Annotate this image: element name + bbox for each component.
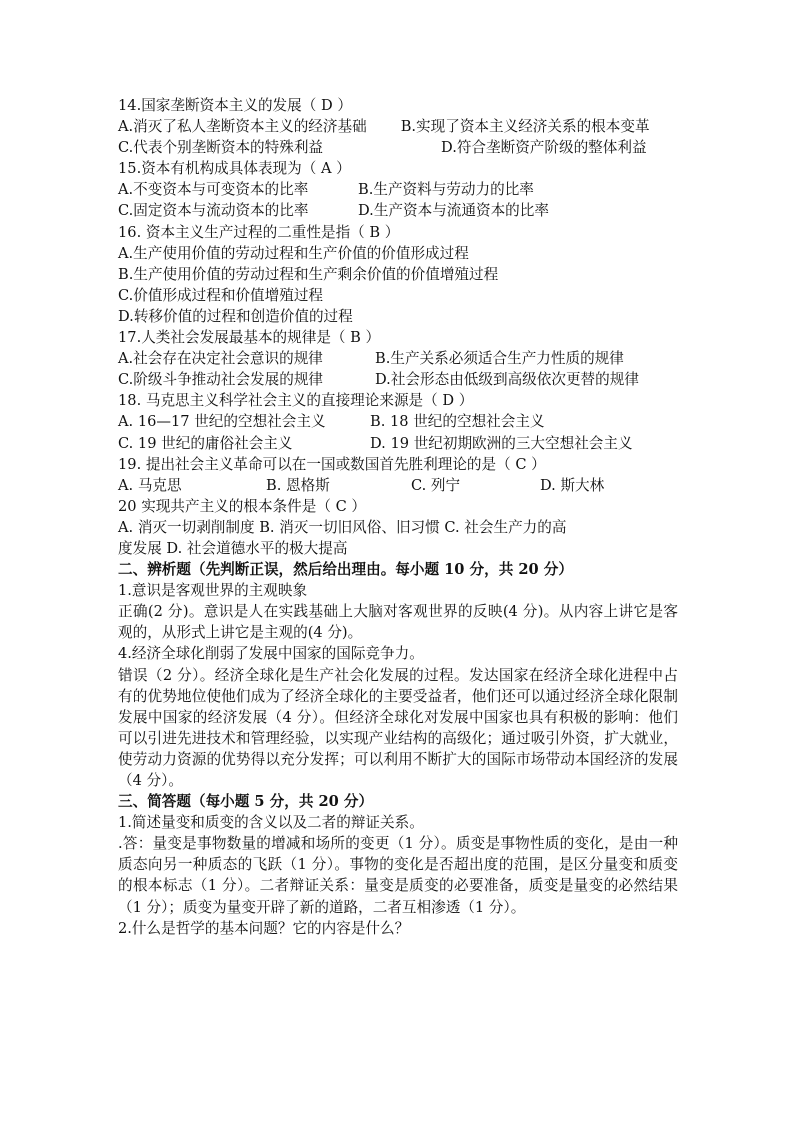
question-19-stem: 19. 提出社会主义革命可以在一国或数国首先胜利理论的是（ C ） (118, 455, 546, 473)
q15-option-c: C.固定资本与流动资本的比率 (118, 202, 309, 220)
section-2-item-4-question: 4.经济全球化削弱了发展中国家的国际竞争力。 (118, 645, 424, 663)
section-3-item-1-question: 1.简述量变和质变的含义以及二者的辩证关系。 (118, 814, 424, 832)
q16-option-d: D.转移价值的过程和创造价值的过程 (118, 307, 353, 325)
q17-option-d: D.社会形态由低级到高级依次更替的规律 (375, 371, 639, 389)
q18-option-b: B. 18 世纪的空想社会主义 (370, 413, 545, 431)
document-page (118, 95, 678, 939)
q18-option-c: C. 19 世纪的庸俗社会主义 (118, 434, 293, 452)
section-2-item-4-answer: 错误（2 分）。经济全球化是生产社会化发展的过程。发达国家在经济全球化进程中占有的优势地位使他们成为了经济全球化的主要受益者，他们还可以通过经济全球化限制发展中国家的经济发展（4 分）。但经济全球化对发展中国家也具有积极的影响：他们可以引进先进技术和管理经验，以实现产业结构的高级化；通过吸引外资，扩大就业，使劳动力资源的优势得以充分发挥；可以利用不断扩大的国际市场带动本国经济的发展（4 分）。 (118, 666, 678, 789)
section-3-item-2-question: 2.什么是哲学的基本问题？它的内容是什么？ (118, 919, 410, 937)
section-3-item-1-answer: .答：量变是事物数量的增减和场所的变更（1 分）。质变是事物性质的变化，是由一种质态向另一种质态的飞跃（1 分）。事物的变化是否超出度的范围，是区分量变和质变的根本标志（1 分）。二者辩证关系：量变是质变的必要准备，质变是量变的必然结果（1 分）；质变为量变开辟了新的道路，二者互相渗透（1 分）。 (118, 835, 678, 916)
question-15-options-cd (118, 200, 678, 221)
q17-option-b: B.生产关系必须适合生产力性质的规律 (375, 350, 624, 368)
q14-option-c: C.代表个别垄断资本的特殊利益 (118, 139, 324, 157)
q19-option-c: C. 列宁 (411, 476, 461, 494)
question-18-options-ab (118, 411, 678, 432)
question-14-options-cd (118, 137, 678, 158)
section-2-item-1-question: 1.意识是客观世界的主观映象 (118, 582, 308, 600)
question-20-options-line1: A. 消灭一切剥削制度 B. 消灭一切旧风俗、旧习惯 C. 社会生产力的高 (118, 518, 567, 536)
question-15-stem: 15.资本有机构成具体表现为（ A ） (118, 160, 351, 178)
q14-option-d: D.符合垄断资产阶级的整体利益 (441, 139, 647, 157)
q16-option-b: B.生产使用价值的劳动过程和生产剩余价值的价值增殖过程 (118, 265, 499, 283)
q19-option-b: B. 恩格斯 (266, 476, 330, 494)
q19-option-d: D. 斯大林 (540, 476, 605, 494)
question-20-options-line2: 度发展 D. 社会道德水平的极大提高 (118, 539, 348, 557)
question-17-options-cd (118, 369, 678, 390)
question-18-stem: 18. 马克思主义科学社会主义的直接理论来源是（ D ） (118, 392, 474, 410)
question-17-stem: 17.人类社会发展最基本的规律是（ B ） (118, 329, 381, 347)
q15-option-b: B.生产资料与劳动力的比率 (358, 181, 534, 199)
question-17-options-ab (118, 348, 678, 369)
section-2-heading: 二、辨析题（先判断正误，然后给出理由。每小题 10 分，共 20 分） (118, 561, 573, 579)
section-2-item-1-answer: 正确(2 分)。意识是人在实践基础上大脑对客观世界的反映(4 分)。从内容上讲它是客观的，从形式上讲它是主观的(4 分)。 (118, 603, 678, 642)
q15-option-d: D.生产资本与流通资本的比率 (358, 202, 549, 220)
q19-option-a: A. 马克思 (118, 476, 182, 494)
question-16-stem: 16. 资本主义生产过程的二重性是指（ B ） (118, 223, 400, 241)
q16-option-c: C.价值形成过程和价值增殖过程 (118, 286, 324, 304)
q15-option-a: A.不变资本与可变资本的比率 (118, 181, 309, 199)
q14-option-b: B.实现了资本主义经济关系的根本变革 (400, 118, 650, 136)
q14-option-a: A.消灭了私人垄断资本主义的经济基础 (118, 118, 367, 136)
q18-option-a: A. 16—17 世纪的空想社会主义 (118, 413, 326, 431)
question-15-options-ab (118, 179, 678, 200)
question-19-options (118, 475, 678, 496)
q16-option-a: A.生产使用价值的劳动过程和生产价值的价值形成过程 (118, 244, 469, 262)
question-14-stem: 14.国家垄断资本主义的发展（ D ） (118, 97, 352, 114)
question-18-options-cd (118, 433, 678, 454)
question-14-options-ab (118, 116, 678, 137)
q18-option-d: D. 19 世纪初期欧洲的三大空想社会主义 (370, 434, 633, 452)
q17-option-c: C.阶级斗争推动社会发展的规律 (118, 371, 324, 389)
q17-option-a: A.社会存在决定社会意识的规律 (118, 350, 323, 368)
question-20-stem: 20 实现共产主义的根本条件是（ C ） (118, 497, 366, 515)
section-3-heading: 三、简答题（每小题 5 分，共 20 分） (118, 793, 374, 811)
